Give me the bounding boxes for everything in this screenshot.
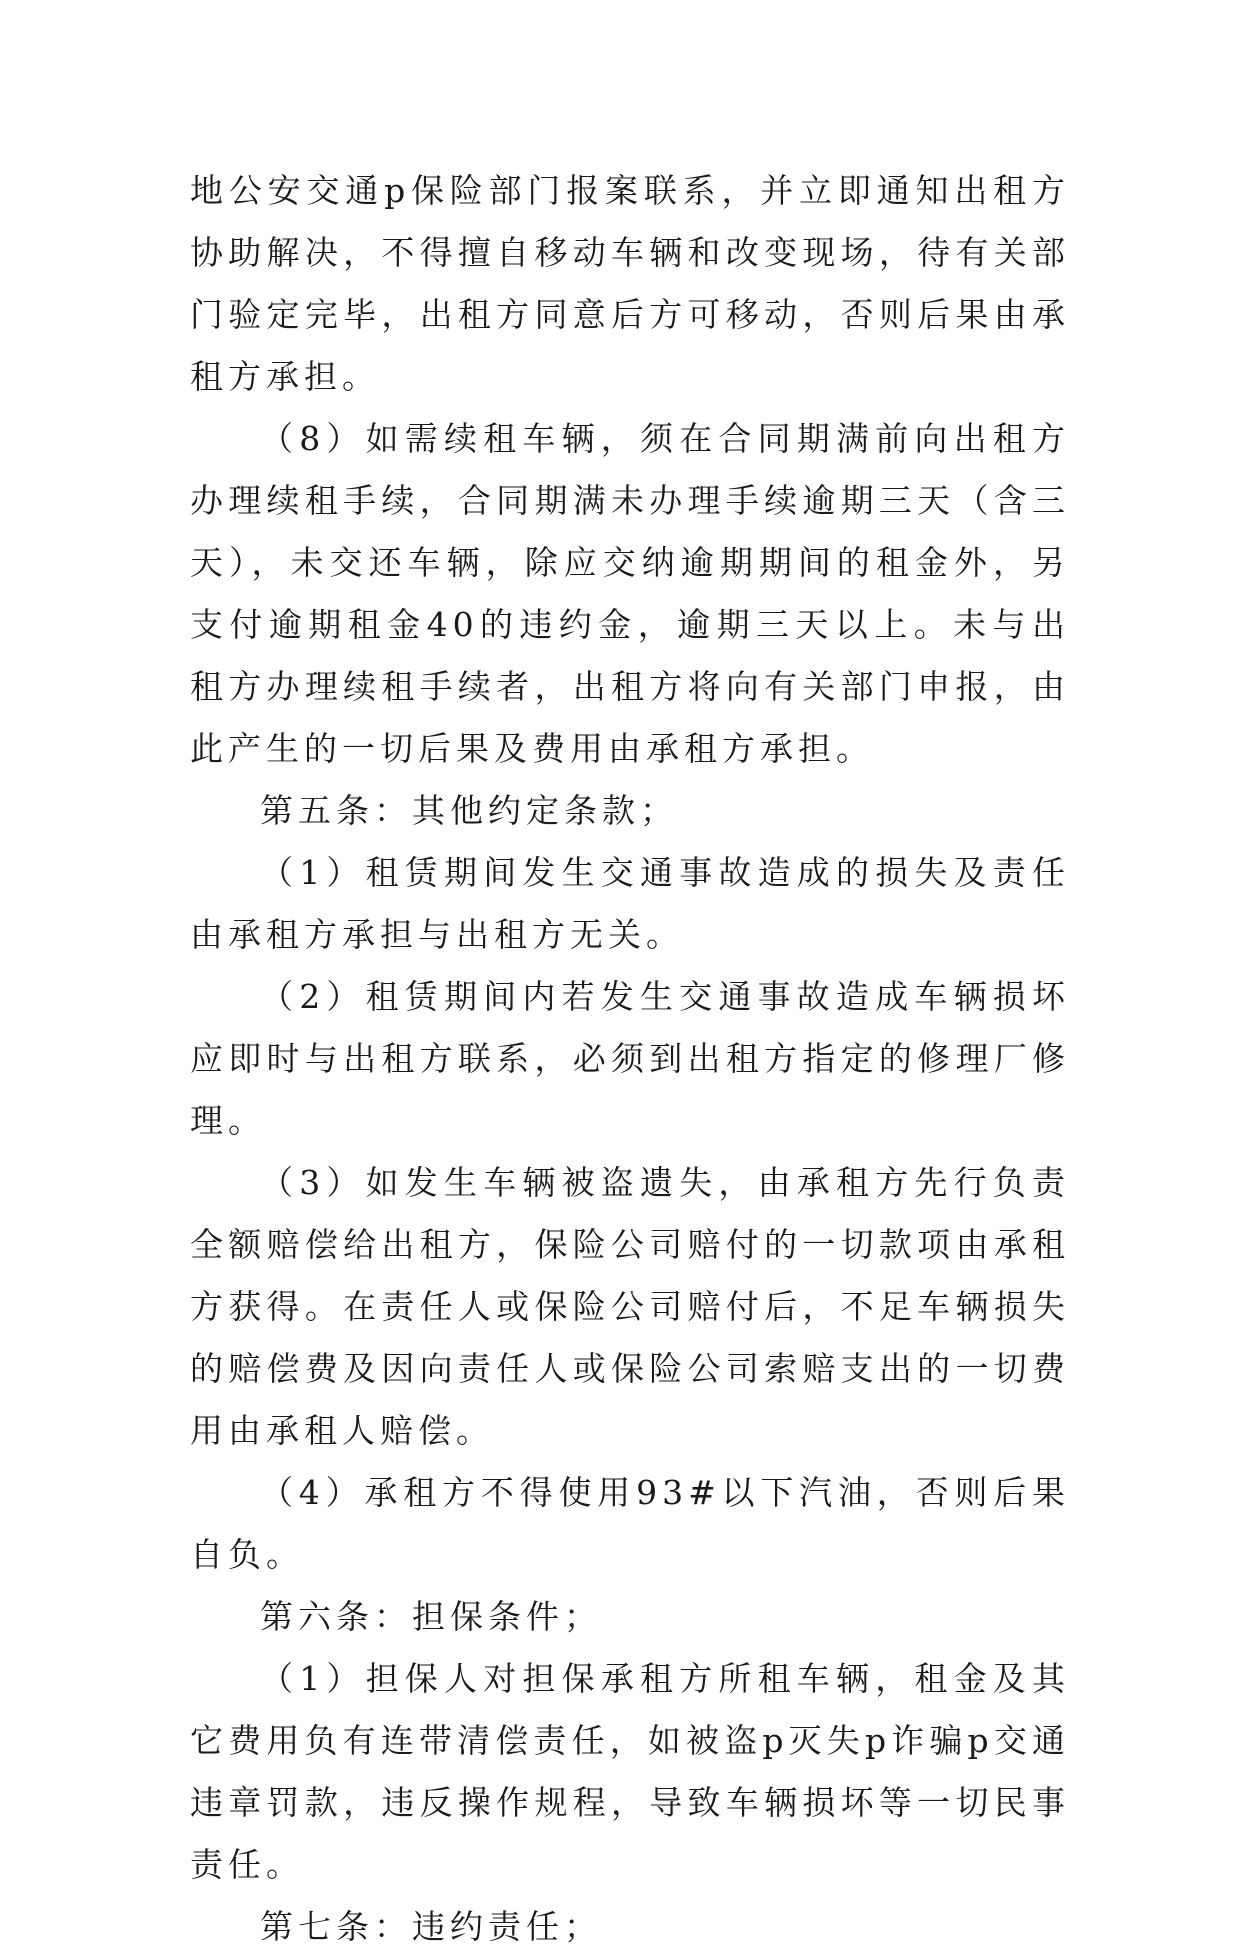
paragraph-article-5-item-1: （1）租赁期间发生交通事故造成的损失及责任由承租方承担与出租方无关。 (190, 853, 1070, 954)
paragraph-article-5-item-3: （3）如发生车辆被盗遗失，由承租方先行负责全额赔偿给出租方，保险公司赔付的一切款项由承租方获得。在责任人或保险公司赔付后，不足车辆损失的赔偿费及因向责任人或保险公司索赔支出的一切费用由承租人赔偿。 (190, 1163, 1070, 1450)
document-body (190, 160, 1070, 1958)
paragraph-continuation: 地公安交通p保险部门报案联系，并立即通知出租方协助解决，不得擅自移动车辆和改变现场，待有关部门验定完毕，出租方同意后方可移动，否则后果由承租方承担。 (190, 171, 1070, 396)
heading-article-6: 第六条：担保条件； (260, 1597, 602, 1636)
heading-article-5: 第五条：其他约定条款； (260, 791, 678, 830)
paragraph-article-5-item-4: （4）承租方不得使用93#以下汽油，否则后果自负。 (190, 1473, 1070, 1574)
paragraph-article-5-item-2: （2）租赁期间内若发生交通事故造成车辆损坏应即时与出租方联系，必须到出租方指定的修理厂修理。 (190, 977, 1070, 1140)
paragraph-clause-8: （8）如需续租车辆，须在合同期满前向出租方办理续租手续，合同期满未办理手续逾期三天（含三天），未交还车辆，除应交纳逾期期间的租金外，另支付逾期租金40的违约金，逾期三天以上。未与出租方办理续租手续者，出租方将向有关部门申报，由此产生的一切后果及费用由承租方承担。 (190, 419, 1070, 768)
heading-article-7: 第七条：违约责任； (260, 1907, 602, 1946)
paragraph-article-6-item-1: （1）担保人对担保承租方所租车辆，租金及其它费用负有连带清偿责任，如被盗p灭失p诈骗p交通违章罚款，违反操作规程，导致车辆损坏等一切民事责任。 (190, 1659, 1070, 1884)
